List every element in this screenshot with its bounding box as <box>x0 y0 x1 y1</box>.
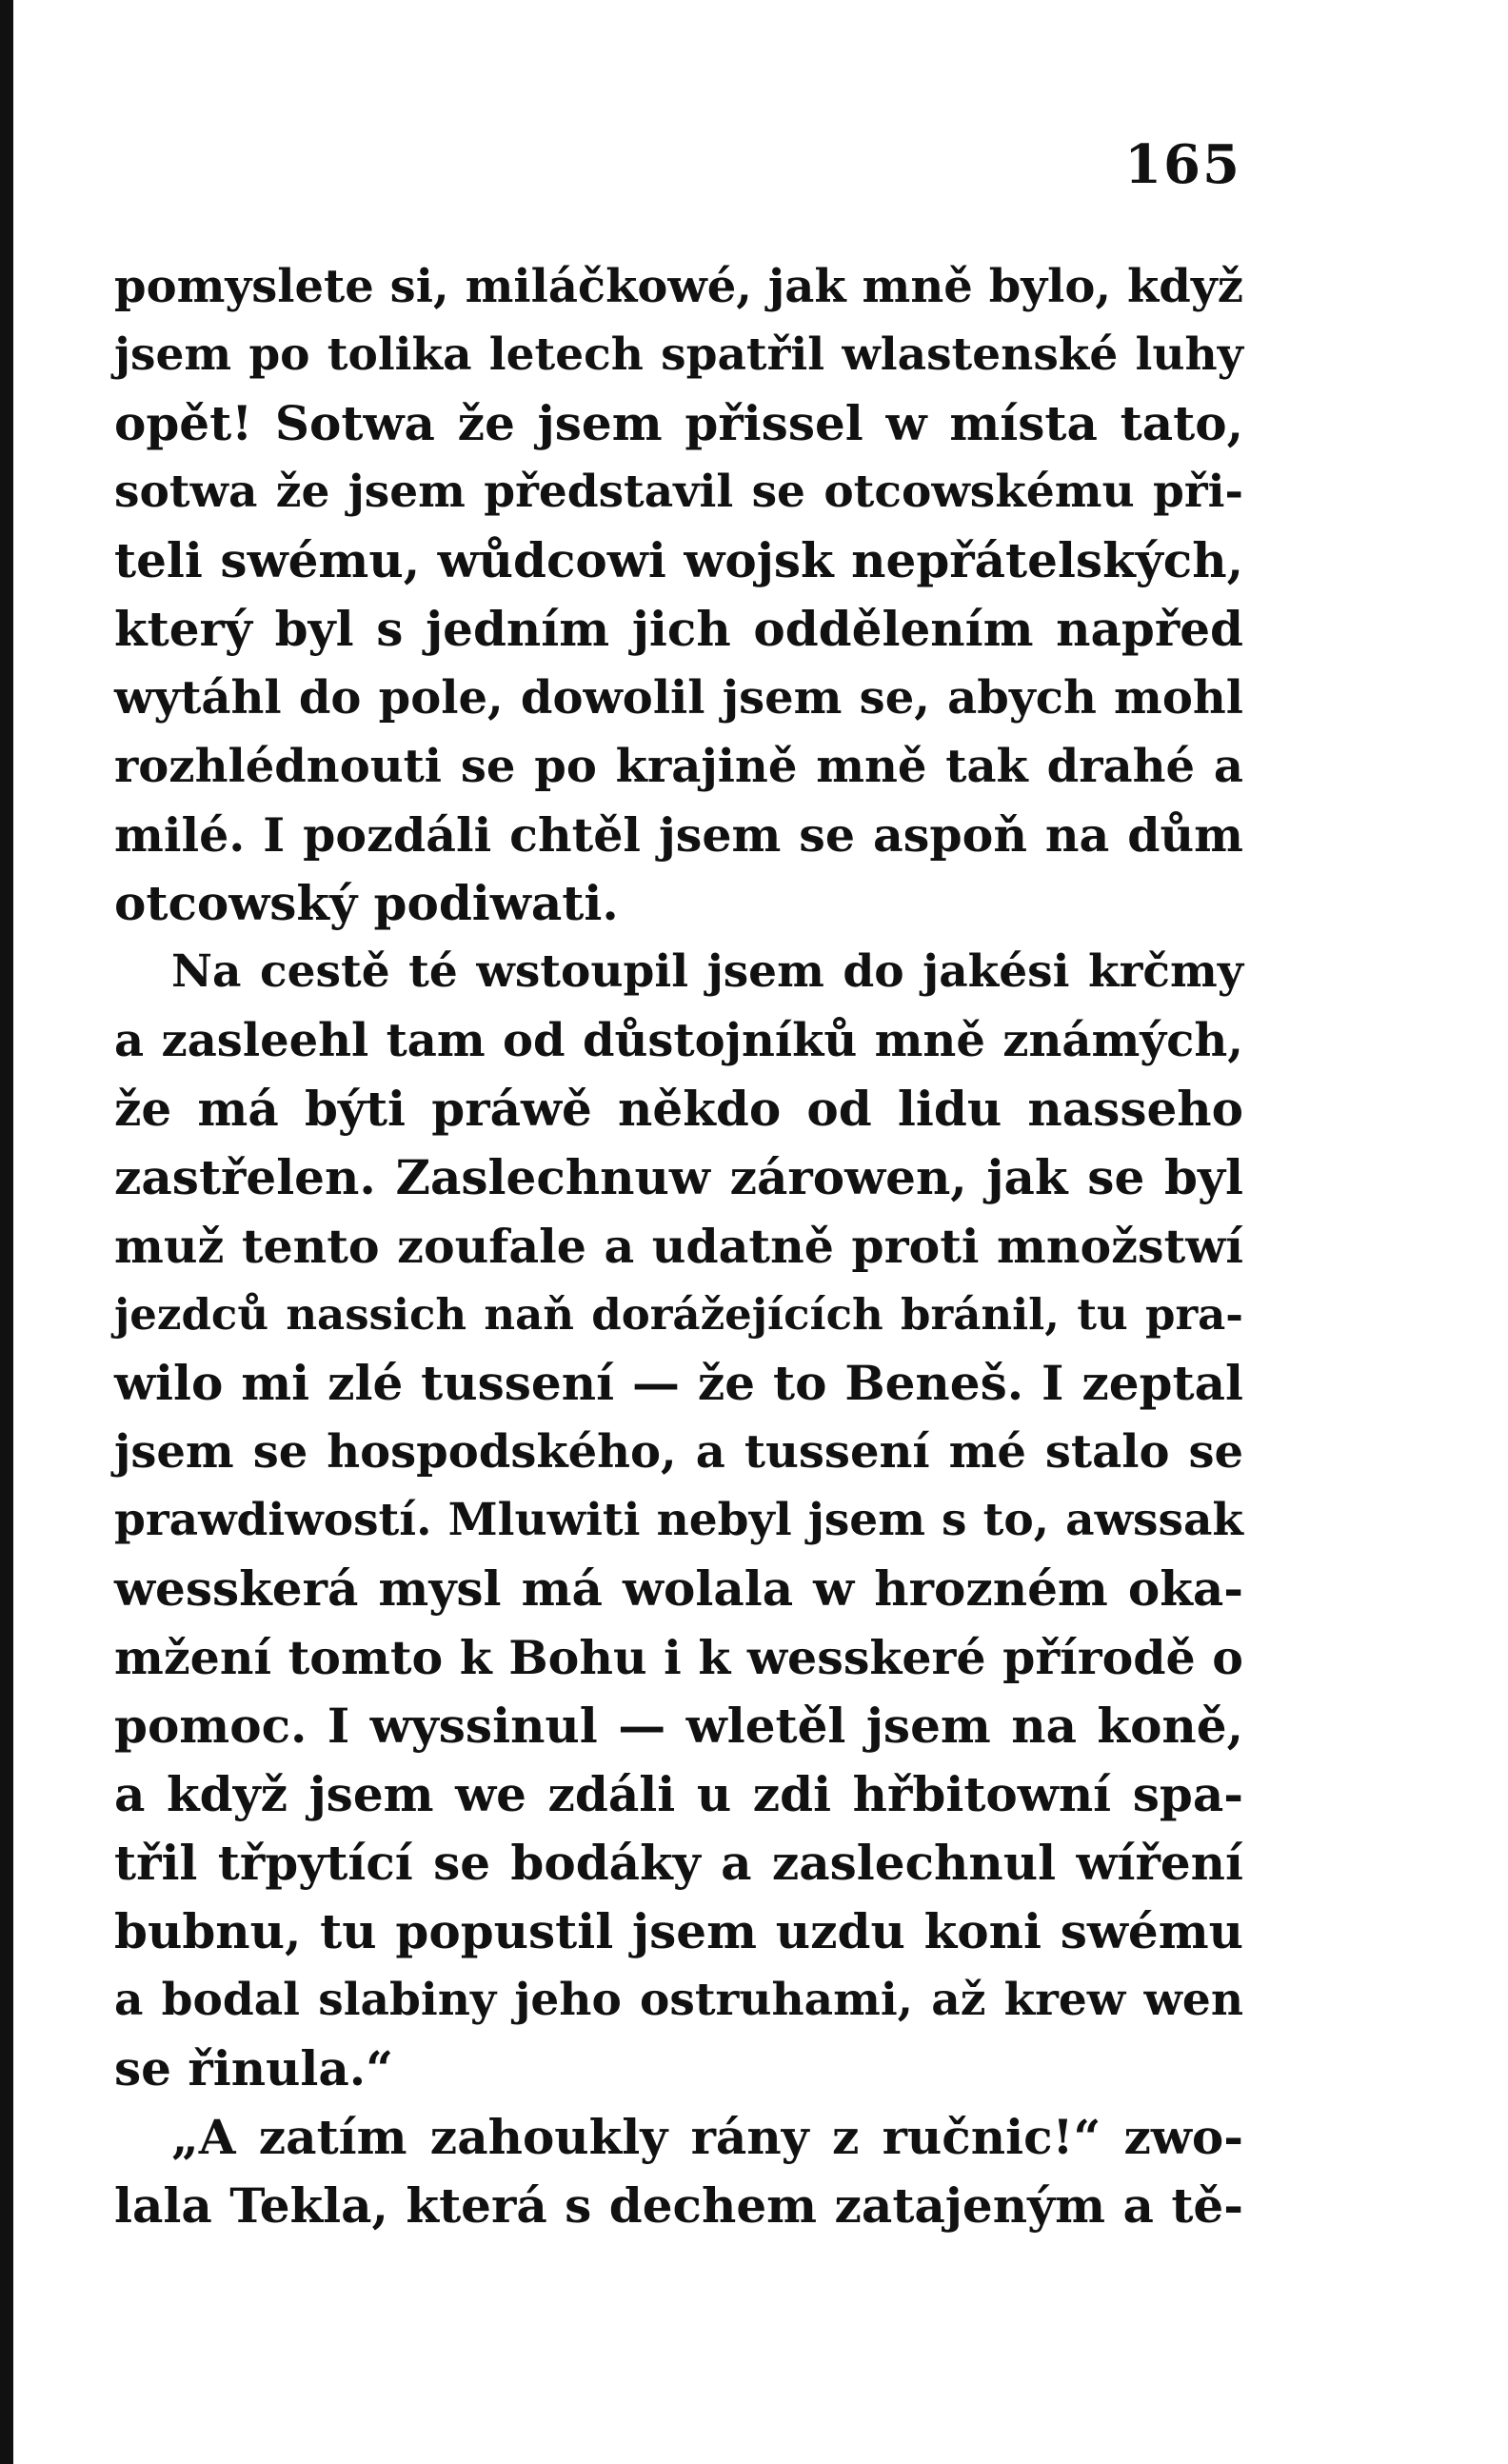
text-line: pomyslete si, miláčkowé, jak mně bylo, když <box>114 260 1243 313</box>
text-line: jezdců nassich naň dorážejících bránil, tu pra- <box>114 1289 1243 1340</box>
text-line: jsem se hospodského, a tussení mé stalo se <box>114 1425 1243 1479</box>
text-line: milé. I pozdáli chtěl jsem se aspoň na dům <box>114 807 1243 863</box>
text-line: teli swému, wůdcowi wojsk nepřátelských, <box>114 532 1243 588</box>
text-line: bubnu, tu popustil jsem uzdu koni swému <box>114 1903 1243 1959</box>
page-number: 165 <box>1124 133 1241 196</box>
text-line: wesskerá mysl má wolala w hrozném oka- <box>114 1560 1243 1617</box>
paragraph-start-line: „A zatím zahoukly rány z ručnic!“ zwo- <box>171 2109 1243 2165</box>
page-edge-shadow <box>0 0 13 2464</box>
text-line: lala Tekla, která s dechem zatajeným a tě- <box>114 2177 1243 2234</box>
text-line: a bodal slabiny jeho ostruhami, až krew wen <box>114 1974 1243 2026</box>
text-line: třil třpytící se bodáky a zaslechnul wíření <box>114 1835 1243 1891</box>
text-line: jsem po tolika letech spatřil wlastenské luhy <box>114 328 1243 381</box>
text-line: muž tento zoufale a udatně proti množstwí <box>114 1219 1243 1274</box>
text-line: zastřelen. Zaslechnuw zárowen, jak se byl <box>114 1149 1243 1205</box>
text-line: který byl s jedním jich oddělením napřed <box>114 601 1243 657</box>
text-line: sotwa že jsem představil se otcowskému při- <box>114 466 1243 518</box>
text-line: opět! Sotwa že jsem přissel w místa tato, <box>114 395 1243 451</box>
text-line: wilo mi zlé tussení — že to Beneš. I zeptal <box>114 1355 1243 1411</box>
text-line: a když jsem we zdáli u zdi hřbitowní spa- <box>114 1766 1243 1822</box>
text-line: že má býti práwě někdo od lidu nasseho <box>114 1081 1243 1137</box>
text-line: a zasleehl tam od důstojníků mně známých, <box>114 1014 1243 1067</box>
text-line: rozhlédnouti se po krajině mně tak drahé a <box>114 740 1243 793</box>
paragraph-start-line: Na cestě té wstoupil jsem do jakési krčmy <box>171 945 1243 998</box>
body-text <box>114 252 1243 2240</box>
paragraph-end-line: otcowský podiwati. <box>114 875 619 931</box>
text-line: wytáhl do pole, dowolil jsem se, abych mohl <box>114 671 1243 725</box>
text-line: mžení tomto k Bohu i k wesskeré přírodě o <box>114 1630 1243 1685</box>
paragraph-end-line: se řinula.“ <box>114 2040 393 2096</box>
text-line: prawdiwostí. Mluwiti nebyl jsem s to, awssak <box>114 1494 1243 1546</box>
text-line: pomoc. I wyssinul — wletěl jsem na koně, <box>114 1698 1243 1754</box>
